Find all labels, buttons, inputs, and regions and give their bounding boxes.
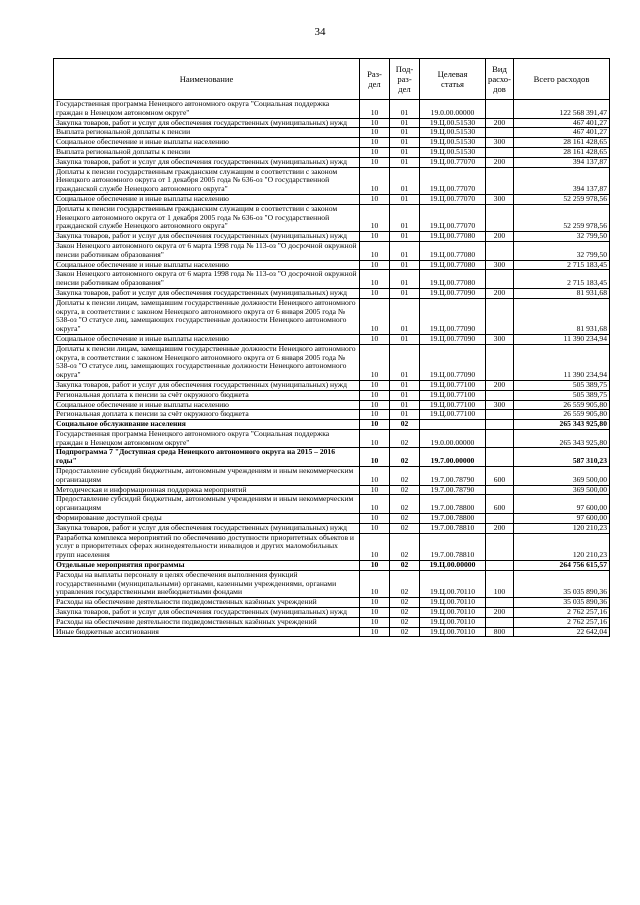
cell-vid [486,514,514,524]
table-row [54,627,610,637]
cell-target: 19.7.00.78790 [420,467,486,486]
cell-razdel: 10 [360,390,390,400]
cell-vid [486,429,514,448]
cell-razdel: 10 [360,598,390,608]
cell-vid [486,617,514,627]
table-row [54,147,610,157]
cell-vid: 300 [486,260,514,270]
cell-podrazdel: 01 [390,194,420,204]
cell-razdel: 10 [360,420,390,430]
cell-total: 467 401,27 [514,118,610,128]
cell-target: 19.Ц.00.77090 [420,288,486,298]
cell-target: 19.7.00.00000 [420,448,486,467]
cell-razdel: 10 [360,128,390,138]
cell-vid [486,561,514,571]
cell-total: 2 762 257,16 [514,617,610,627]
cell-total: 2 715 183,45 [514,270,610,289]
cell-total: 22 642,04 [514,627,610,637]
cell-podrazdel: 01 [390,344,420,380]
cell-vid: 300 [486,334,514,344]
cell-razdel: 10 [360,485,390,495]
cell-total: 11 390 234,94 [514,334,610,344]
page-number: 34 [314,26,326,38]
cell-podrazdel: 02 [390,598,420,608]
cell-razdel: 10 [360,344,390,380]
table-row [54,241,610,260]
cell-vid [486,420,514,430]
cell-target: 19.Ц.00.77070 [420,194,486,204]
table-row [54,514,610,524]
cell-podrazdel: 01 [390,260,420,270]
cell-target: 19.Ц.00.77080 [420,241,486,260]
cell-name: Предоставление субсидий бюджетным, автономным учреждениям и иным некоммерческим организациям [54,467,360,486]
cell-target: 19.Ц.00.70110 [420,598,486,608]
table-row [54,561,610,571]
cell-total: 11 390 234,94 [514,344,610,380]
cell-name: Социальное обслуживание населения [54,420,360,430]
cell-target: 19.Ц.00.51530 [420,128,486,138]
cell-razdel: 10 [360,608,390,618]
cell-name: Закон Ненецкого автономного округа от 6 марта 1998 года № 113-оз "О досрочной окружной пенсии работникам образования" [54,270,360,289]
cell-target: 19.Ц.00.77090 [420,334,486,344]
cell-total: 32 799,50 [514,232,610,242]
cell-total: 265 343 925,80 [514,420,610,430]
header-vid: Вид расхо- дов [486,59,514,100]
cell-target [420,420,486,430]
cell-podrazdel: 02 [390,561,420,571]
cell-razdel: 10 [360,118,390,128]
cell-name: Региональная доплата к пенсии за счёт окружного бюджета [54,390,360,400]
cell-podrazdel: 01 [390,241,420,260]
cell-razdel: 10 [360,138,390,148]
cell-vid: 300 [486,400,514,410]
cell-name: Закупка товаров, работ и услуг для обеспечения государственных (муниципальных) нужд [54,232,360,242]
cell-vid: 200 [486,380,514,390]
cell-total: 369 500,00 [514,467,610,486]
cell-razdel: 10 [360,627,390,637]
cell-name: Выплата региональной доплаты к пенсии [54,147,360,157]
cell-razdel: 10 [360,514,390,524]
header-razdel: Раз- дел [360,59,390,100]
cell-total: 81 931,68 [514,298,610,334]
cell-razdel: 10 [360,400,390,410]
table-row [54,390,610,400]
cell-total: 394 137,87 [514,167,610,194]
header-podrazdel: Под- раз- дел [390,59,420,100]
header-total: Всего расходов [514,59,610,100]
cell-target: 19.7.00.78800 [420,495,486,514]
cell-name: Закупка товаров, работ и услуг для обеспечения государственных (муниципальных) нужд [54,380,360,390]
cell-podrazdel: 01 [390,232,420,242]
cell-vid: 200 [486,118,514,128]
cell-razdel: 10 [360,570,390,597]
cell-vid [486,241,514,260]
cell-total: 97 600,00 [514,514,610,524]
cell-vid [486,100,514,119]
cell-target: 19.Ц.00.51530 [420,118,486,128]
cell-vid [486,167,514,194]
table-row [54,232,610,242]
cell-razdel: 10 [360,495,390,514]
cell-total: 32 799,50 [514,241,610,260]
cell-target: 19.Ц.00.77100 [420,410,486,420]
cell-target: 19.Ц.00.51530 [420,147,486,157]
cell-podrazdel: 01 [390,157,420,167]
cell-razdel: 10 [360,260,390,270]
cell-podrazdel: 01 [390,410,420,420]
cell-name: Закупка товаров, работ и услуг для обеспечения государственных (муниципальных) нужд [54,157,360,167]
cell-name: Доплаты к пенсии лицам, замещавшим государственные должности Ненецкого автономного округа, в соответствии с законом Ненецкого автономного округа от 6 января 2005 года № 538-оз "О статусе лиц, замещающих государственные должности Ненецкого автономного округа" [54,344,360,380]
cell-total: 81 931,68 [514,288,610,298]
cell-name: Социальное обеспечение и иные выплаты населению [54,260,360,270]
cell-total: 265 343 925,80 [514,429,610,448]
cell-name: Закупка товаров, работ и услуг для обеспечения государственных (муниципальных) нужд [54,608,360,618]
cell-razdel: 10 [360,232,390,242]
cell-target: 19.7.00.78800 [420,514,486,524]
cell-total: 2 715 183,45 [514,260,610,270]
cell-name: Доплаты к пенсии лицам, замещавшим государственные должности Ненецкого автономного округа, в соответствии с законом Ненецкого автономного округа от 6 января 2005 года № 538-оз "О статусе лиц, замещающих государственные должности Ненецкого автономного округа" [54,298,360,334]
cell-podrazdel: 01 [390,298,420,334]
cell-name: Закупка товаров, работ и услуг для обеспечения государственных (муниципальных) нужд [54,118,360,128]
table-row [54,157,610,167]
cell-podrazdel: 02 [390,420,420,430]
cell-total: 26 559 905,80 [514,400,610,410]
cell-target: 19.Ц.00.77100 [420,400,486,410]
table-row [54,344,610,380]
cell-total: 587 310,23 [514,448,610,467]
cell-vid [486,533,514,560]
table-row [54,138,610,148]
cell-target: 19.0.00.00000 [420,429,486,448]
cell-vid [486,410,514,420]
cell-name: Подпрограмма 7 "Доступная среда Ненецкого автономного округа на 2015 – 2016 годы" [54,448,360,467]
cell-total: 2 762 257,16 [514,608,610,618]
table-row [54,298,610,334]
cell-razdel: 10 [360,523,390,533]
table-row [54,270,610,289]
cell-name: Закупка товаров, работ и услуг для обеспечения государственных (муниципальных) нужд [54,288,360,298]
table-row [54,523,610,533]
cell-podrazdel: 01 [390,138,420,148]
cell-total: 52 259 978,56 [514,194,610,204]
cell-razdel: 10 [360,380,390,390]
cell-name: Формирование доступной среды [54,514,360,524]
cell-razdel: 10 [360,157,390,167]
cell-name: Закон Ненецкого автономного округа от 6 марта 1998 года № 113-оз "О досрочной окружной пенсии работникам образования" [54,241,360,260]
cell-podrazdel: 02 [390,514,420,524]
cell-vid: 300 [486,138,514,148]
cell-razdel: 10 [360,241,390,260]
cell-razdel: 10 [360,533,390,560]
cell-total: 120 210,23 [514,533,610,560]
cell-podrazdel: 01 [390,167,420,194]
cell-total: 467 401,27 [514,128,610,138]
cell-vid: 200 [486,288,514,298]
table-row [54,448,610,467]
cell-razdel: 10 [360,167,390,194]
table-row [54,420,610,430]
cell-vid [486,485,514,495]
cell-podrazdel: 01 [390,400,420,410]
cell-target: 19.Ц.00.77100 [420,390,486,400]
cell-podrazdel: 02 [390,523,420,533]
cell-name: Методическая и информационная поддержка мероприятий [54,485,360,495]
cell-podrazdel: 01 [390,390,420,400]
cell-target: 19.Ц.00.77080 [420,270,486,289]
cell-target: 19.Ц.00.51530 [420,138,486,148]
table-row [54,194,610,204]
cell-vid [486,448,514,467]
table-row [54,533,610,560]
table-row [54,495,610,514]
cell-target: 19.Ц.00.77100 [420,380,486,390]
cell-razdel: 10 [360,334,390,344]
table-row [54,204,610,231]
table-row [54,429,610,448]
cell-total: 120 210,23 [514,523,610,533]
cell-name: Социальное обеспечение и иные выплаты населению [54,334,360,344]
cell-podrazdel: 02 [390,485,420,495]
cell-vid: 200 [486,608,514,618]
cell-total: 35 035 890,36 [514,598,610,608]
cell-target: 19.7.00.78810 [420,523,486,533]
cell-podrazdel: 01 [390,128,420,138]
cell-total: 122 568 391,47 [514,100,610,119]
table-row [54,100,610,119]
cell-vid [486,204,514,231]
cell-vid [486,270,514,289]
cell-total: 394 137,87 [514,157,610,167]
cell-target: 19.Ц.00.77080 [420,232,486,242]
cell-podrazdel: 01 [390,288,420,298]
cell-vid [486,298,514,334]
cell-razdel: 10 [360,204,390,231]
cell-total: 28 161 428,65 [514,147,610,157]
cell-razdel: 10 [360,100,390,119]
table-row [54,167,610,194]
cell-total: 52 259 978,56 [514,204,610,231]
cell-podrazdel: 01 [390,147,420,157]
cell-target: 19.Ц.00.77070 [420,167,486,194]
cell-name: Предоставление субсидий бюджетным, автономным учреждениям и иным некоммерческим организациям [54,495,360,514]
header-target: Целевая статья [420,59,486,100]
cell-total: 505 389,75 [514,380,610,390]
table-row [54,467,610,486]
cell-podrazdel: 02 [390,495,420,514]
cell-name: Государственная программа Ненецкого автономного округа "Социальная поддержка граждан в Ненецком автономном округе" [54,429,360,448]
cell-name: Иные бюджетные ассигнования [54,627,360,637]
cell-target: 19.Ц.00.00000 [420,561,486,571]
cell-vid: 600 [486,495,514,514]
cell-razdel: 10 [360,429,390,448]
cell-podrazdel: 01 [390,334,420,344]
cell-podrazdel: 01 [390,118,420,128]
cell-target: 19.Ц.00.77090 [420,298,486,334]
cell-name: Государственная программа Ненецкого автономного округа "Социальная поддержка граждан в Ненецком автономном округе" [54,100,360,119]
cell-name: Расходы на выплаты персоналу в целях обеспечения выполнения функций государственными (муниципальными) органами, казенными учреждениями, органами управления государственными внебюджетными фондами [54,570,360,597]
cell-vid: 300 [486,194,514,204]
cell-total: 28 161 428,65 [514,138,610,148]
cell-total: 97 600,00 [514,495,610,514]
cell-name: Региональная доплата к пенсии за счёт окружного бюджета [54,410,360,420]
table-row [54,608,610,618]
cell-razdel: 10 [360,448,390,467]
cell-target: 19.Ц.00.77080 [420,260,486,270]
cell-vid [486,390,514,400]
cell-vid: 200 [486,157,514,167]
cell-name: Разработка комплекса мероприятий по обеспечению доступности приоритетных объектов и услуг в приоритетных сферах жизнедеятельности инвалидов и других маломобильных групп населения [54,533,360,560]
cell-name: Социальное обеспечение и иные выплаты населению [54,138,360,148]
cell-podrazdel: 02 [390,627,420,637]
cell-podrazdel: 02 [390,533,420,560]
cell-razdel: 10 [360,561,390,571]
cell-podrazdel: 01 [390,204,420,231]
cell-vid: 100 [486,570,514,597]
table-row [54,380,610,390]
cell-podrazdel: 02 [390,617,420,627]
cell-target: 19.7.00.78810 [420,533,486,560]
cell-podrazdel: 02 [390,608,420,618]
cell-target: 19.Ц.00.70110 [420,627,486,637]
cell-vid: 200 [486,523,514,533]
cell-target: 19.Ц.00.70110 [420,617,486,627]
cell-target: 19.Ц.00.70110 [420,608,486,618]
cell-vid [486,147,514,157]
cell-total: 369 500,00 [514,485,610,495]
cell-razdel: 10 [360,194,390,204]
budget-table [53,58,610,637]
table-header-row [54,59,610,100]
cell-total: 26 559 905,80 [514,410,610,420]
cell-total: 264 756 615,57 [514,561,610,571]
cell-name: Социальное обеспечение и иные выплаты населению [54,194,360,204]
table-row [54,570,610,597]
cell-vid: 600 [486,467,514,486]
table-row [54,617,610,627]
cell-podrazdel: 02 [390,570,420,597]
cell-podrazdel: 02 [390,467,420,486]
cell-target: 19.0.00.00000 [420,100,486,119]
cell-target: 19.Ц.00.70110 [420,570,486,597]
cell-total: 35 035 890,36 [514,570,610,597]
cell-name: Выплата региональной доплаты к пенсии [54,128,360,138]
cell-target: 19.7.00.78790 [420,485,486,495]
header-name: Наименование [54,59,360,100]
cell-name: Отдельные мероприятия программы [54,561,360,571]
cell-podrazdel: 01 [390,100,420,119]
cell-podrazdel: 01 [390,270,420,289]
cell-target: 19.Ц.00.77090 [420,344,486,380]
cell-name: Социальное обеспечение и иные выплаты населению [54,400,360,410]
table-row [54,288,610,298]
cell-name: Доплаты к пенсии государственным гражданским служащим в соответствии с законом Ненецкого автономного округа от 1 декабря 2005 года № 636-оз "О государственной гражданской службе Ненецкого автономного округа" [54,204,360,231]
cell-razdel: 10 [360,270,390,289]
cell-name: Расходы на обеспечение деятельности подведомственных казённых учреждений [54,617,360,627]
cell-razdel: 10 [360,298,390,334]
cell-razdel: 10 [360,467,390,486]
cell-target: 19.Ц.00.77070 [420,157,486,167]
cell-name: Доплаты к пенсии государственным гражданским служащим в соответствии с законом Ненецкого автономного округа от 1 декабря 2005 года № 636-оз "О государственной гражданской службе Ненецкого автономного округа" [54,167,360,194]
cell-vid: 800 [486,627,514,637]
cell-target: 19.Ц.00.77070 [420,204,486,231]
cell-name: Расходы на обеспечение деятельности подведомственных казённых учреждений [54,598,360,608]
cell-razdel: 10 [360,288,390,298]
cell-podrazdel: 01 [390,380,420,390]
table-row [54,334,610,344]
cell-podrazdel: 02 [390,429,420,448]
cell-total: 505 389,75 [514,390,610,400]
cell-name: Закупка товаров, работ и услуг для обеспечения государственных (муниципальных) нужд [54,523,360,533]
cell-vid: 200 [486,232,514,242]
cell-razdel: 10 [360,410,390,420]
cell-podrazdel: 02 [390,448,420,467]
cell-razdel: 10 [360,617,390,627]
cell-razdel: 10 [360,147,390,157]
cell-vid [486,344,514,380]
